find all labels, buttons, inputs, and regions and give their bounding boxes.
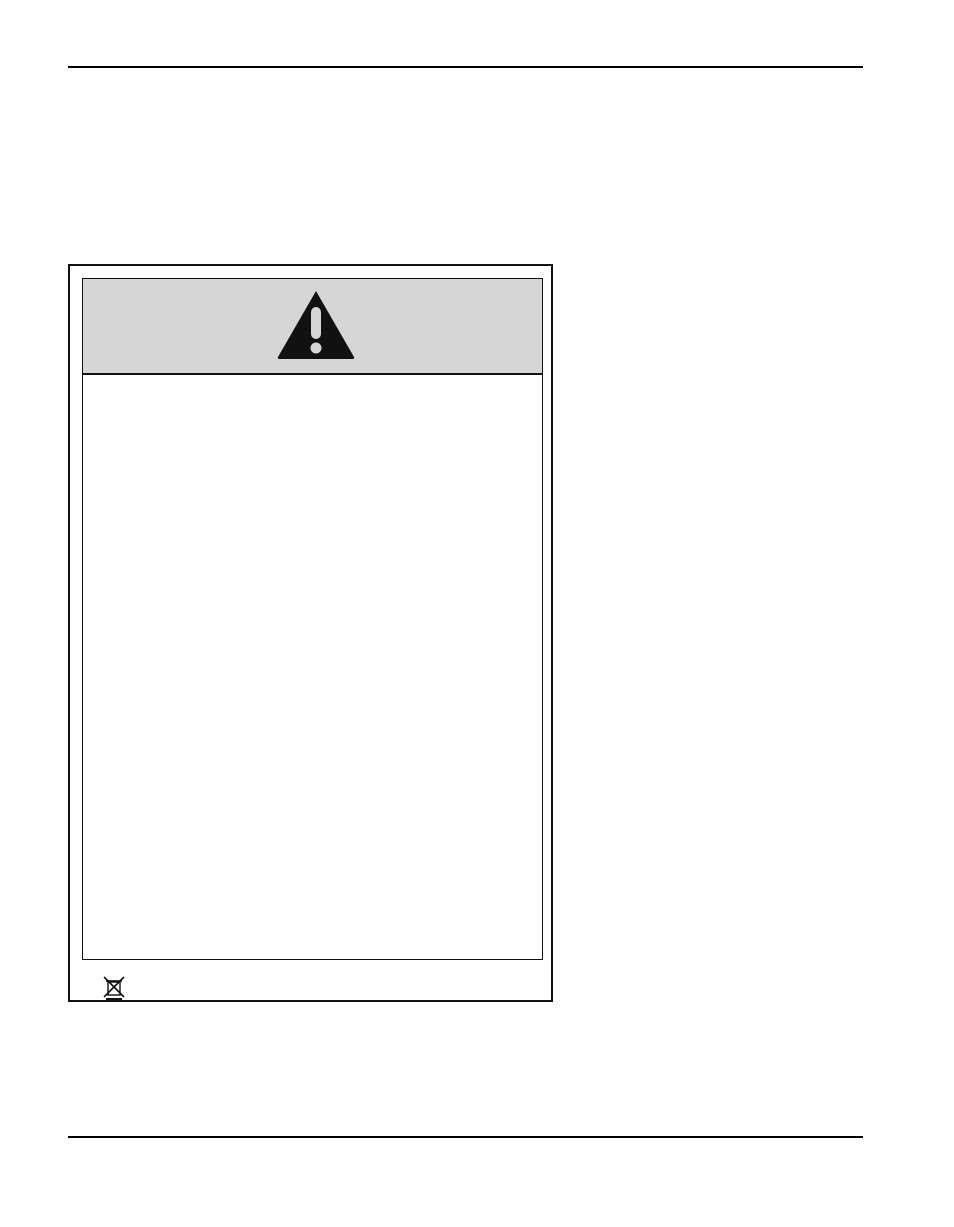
bottom-rule [68, 1136, 863, 1138]
label-panel [82, 278, 543, 960]
weee-bin-icon [103, 976, 125, 1002]
warning-label-illustration [68, 264, 553, 1002]
warning-band [83, 279, 542, 375]
warning-triangle-icon [276, 289, 356, 361]
top-rule [68, 66, 863, 68]
